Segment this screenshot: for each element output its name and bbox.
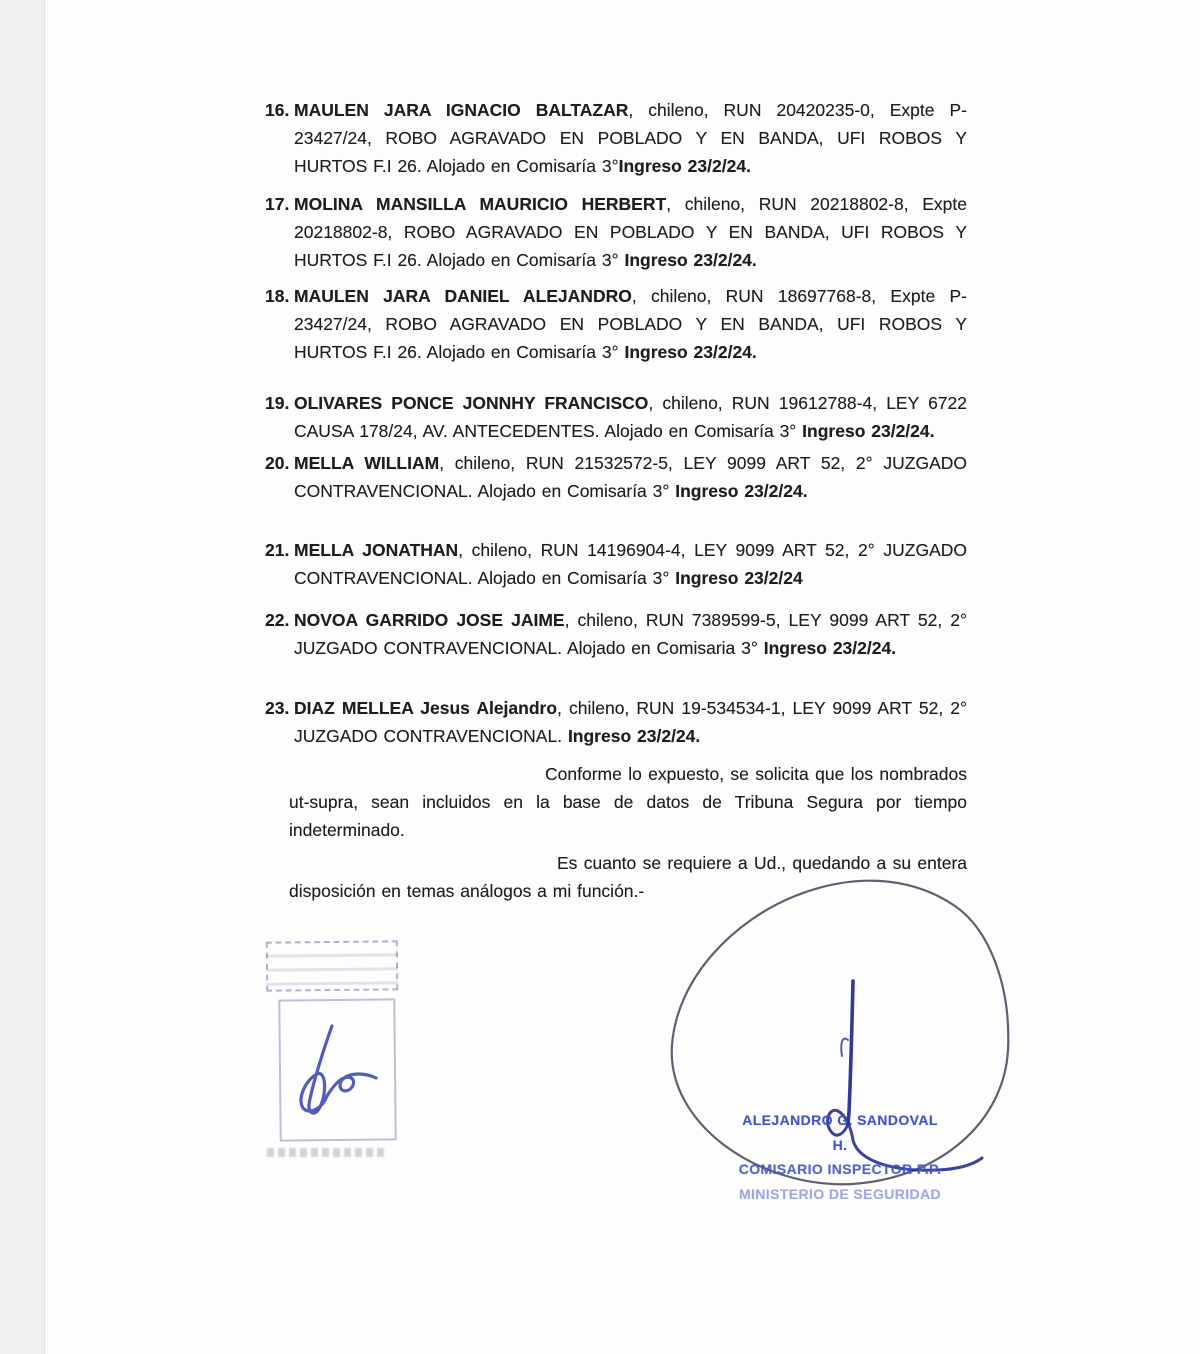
person-name: MELLA JONATHAN — [294, 540, 459, 560]
list-item — [265, 606, 967, 662]
closing-paragraph-request: Conforme lo expuesto, se solicita que los nombrados ut-supra, sean incluidos en la base de datos de Tribuna Segura por tiempo indeterminado. — [289, 764, 967, 840]
item-text — [294, 606, 967, 662]
ingreso-date: Ingreso 23/2/24. — [618, 156, 751, 176]
item-text — [294, 96, 967, 180]
list-item — [265, 96, 967, 180]
item-number: 17. — [265, 194, 290, 214]
document-body — [265, 96, 967, 910]
list-item — [265, 694, 967, 750]
item-text — [294, 389, 967, 445]
signer-name: ALEJANDRO G. SANDOVAL H. — [742, 1112, 938, 1153]
item-text — [294, 282, 967, 366]
ingreso-date: Ingreso 23/2/24. — [802, 421, 935, 441]
item-number: 20. — [265, 453, 290, 473]
signer-ministry: MINISTERIO DE SEGURIDAD — [738, 1185, 942, 1202]
person-name: NOVOA GARRIDO JOSE JAIME — [294, 610, 565, 630]
scan-edge-strip — [0, 0, 45, 1354]
person-name: MELLA WILLIAM — [294, 453, 440, 473]
item-number: 19. — [265, 393, 290, 413]
item-text — [294, 190, 967, 274]
handwritten-initials-scribble — [286, 1008, 398, 1132]
item-details: , chileno, RUN 19612788-4, LEY 6722 CAUSA 178/24, AV. ANTECEDENTES. Alojado en Comisaría 3° — [294, 393, 967, 441]
item-number: 16. — [265, 100, 290, 120]
item-details: , chileno, RUN 20218802-8, Expte 20218802-8, ROBO AGRAVADO EN POBLADO Y EN BANDA, UFI ROBOS Y HURTOS F.I 26. Alojado en Comisaría 3° — [294, 194, 967, 270]
item-number: 23. — [265, 698, 290, 718]
ingreso-date: Ingreso 23/2/24. — [567, 726, 701, 746]
list-item — [265, 536, 967, 592]
item-number: 18. — [265, 286, 290, 306]
item-details: , chileno, RUN 21532572-5, LEY 9099 ART 52, 2° JUZGADO CONTRAVENCIONAL. Alojado en Comisaría 3° — [294, 453, 967, 501]
person-name: DIAZ MELLEA Jesus Alejandro — [294, 698, 558, 718]
item-text — [294, 449, 967, 505]
person-name: MAULEN JARA DANIEL ALEJANDRO — [294, 286, 632, 306]
signature-pen-hairline — [841, 1039, 848, 1056]
item-text — [294, 536, 967, 592]
ingreso-date: Ingreso 23/2/24. — [763, 638, 897, 658]
signature-pen-stroke — [848, 981, 853, 1124]
item-number: 21. — [265, 540, 290, 560]
faded-stamp-fragment — [266, 940, 399, 991]
ingreso-date: Ingreso 23/2/24. — [624, 250, 757, 270]
list-item — [265, 190, 967, 274]
detainee-list — [265, 96, 967, 750]
faded-stamp-text — [267, 1148, 385, 1157]
person-name: OLIVARES PONCE JONNHY FRANCISCO — [294, 393, 649, 413]
signer-stamp — [735, 1108, 945, 1206]
ingreso-date: Ingreso 23/2/24. — [624, 342, 757, 362]
signer-title: COMISARIO INSPECTOR P.P. — [738, 1161, 942, 1177]
item-details: , chileno, RUN 19-534534-1, LEY 9099 ART 52, 2° JUZGADO CONTRAVENCIONAL. — [294, 698, 967, 746]
item-details: , chileno, RUN 7389599-5, LEY 9099 ART 52, 2° JUZGADO CONTRAVENCIONAL. Alojado en Comisaria 3° — [294, 610, 967, 658]
list-item — [265, 449, 967, 505]
closing-paragraph-farewell: Es cuanto se requiere a Ud., quedando a su entera disposición en temas análogos a mi función.- — [289, 853, 967, 901]
list-item — [265, 389, 967, 445]
item-details: , chileno, RUN 14196904-4, LEY 9099 ART 52, 2° JUZGADO CONTRAVENCIONAL. Alojado en Comisaría 3° — [294, 540, 968, 588]
list-item — [265, 282, 967, 366]
item-details: , chileno, RUN 20420235-0, Expte P-23427/24, ROBO AGRAVADO EN POBLADO Y EN BANDA, UFI ROBOS Y HURTOS F.I 26. Alojado en Comisaría 3° — [294, 100, 967, 176]
ingreso-date: Ingreso 23/2/24 — [675, 568, 803, 588]
item-text — [294, 694, 967, 750]
person-name: MAULEN JARA IGNACIO BALTAZAR — [294, 100, 629, 120]
ingreso-date: Ingreso 23/2/24. — [675, 481, 808, 501]
item-number: 22. — [265, 610, 290, 630]
person-name: MOLINA MANSILLA MAURICIO HERBERT — [294, 194, 667, 214]
item-details: , chileno, RUN 18697768-8, Expte P-23427/24, ROBO AGRAVADO EN POBLADO Y EN BANDA, UFI ROBOS Y HURTOS F.I 26. Alojado en Comisaría 3° — [294, 286, 967, 362]
